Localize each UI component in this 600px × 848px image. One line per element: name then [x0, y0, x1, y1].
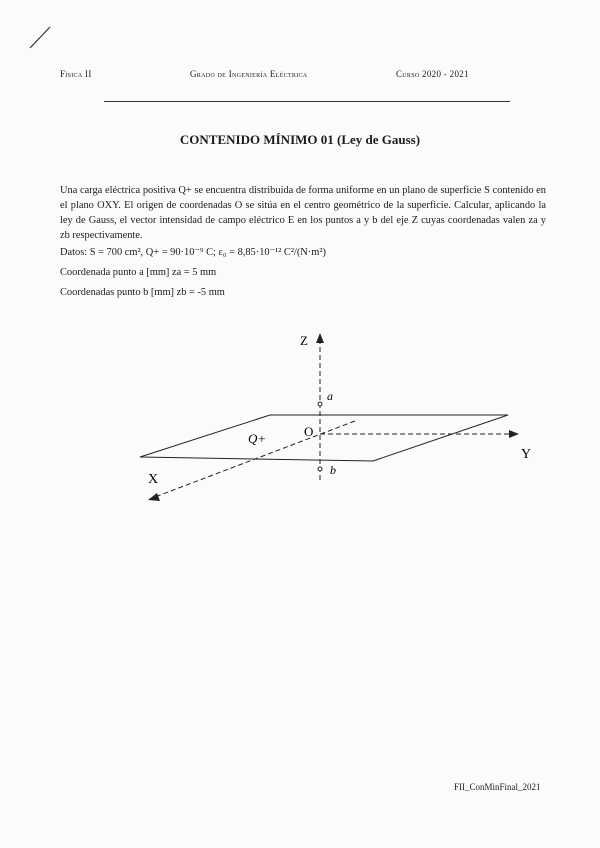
header-year: Curso 2020 - 2021 — [396, 69, 469, 79]
point-b-line: Coordenadas punto b [mm] zb = -5 mm — [60, 287, 225, 298]
point-a-label: a — [327, 389, 333, 403]
data-line: Datos: S = 700 cm², Q+ = 90·10⁻⁹ C; ε₀ = 8,85·10⁻¹² C²/(N·m²) — [60, 247, 326, 258]
origin-label: O — [304, 424, 314, 439]
x-label: X — [148, 472, 159, 487]
charged-plane — [140, 415, 508, 461]
header-degree: Grado de Ingeniería Eléctrica — [190, 69, 308, 79]
header-course: Física II — [60, 69, 92, 79]
point-a-marker — [318, 402, 322, 406]
footer-code: FII_ConMinFinal_2021 — [454, 782, 541, 792]
charge-label: Q+ — [248, 431, 267, 446]
z-arrow — [316, 333, 324, 343]
x-arrow — [148, 493, 160, 501]
y-arrow — [509, 430, 519, 438]
z-label: Z — [300, 333, 308, 348]
point-a-line: Coordenada punto a [mm] za = 5 mm — [60, 267, 217, 278]
point-b-label: b — [330, 463, 336, 477]
page-title: CONTENIDO MÍNIMO 01 (Ley de Gauss) — [179, 132, 421, 147]
y-label: Y — [521, 447, 532, 462]
problem-statement: Una carga eléctrica positiva Q+ se encuentra distribuida de forma uniforme en un plano de superficie S contenido en el plano OXY. El origen de coordenadas O se sitúa en el centro geométrico de la superficie. Calcular, aplicando la ley de Gauss, el vector intensidad de campo eléctrico E en los puntos a y b del eje Z cuyas coordenadas valen za y zb respectivamente. — [60, 185, 546, 241]
point-b-marker — [318, 467, 322, 471]
